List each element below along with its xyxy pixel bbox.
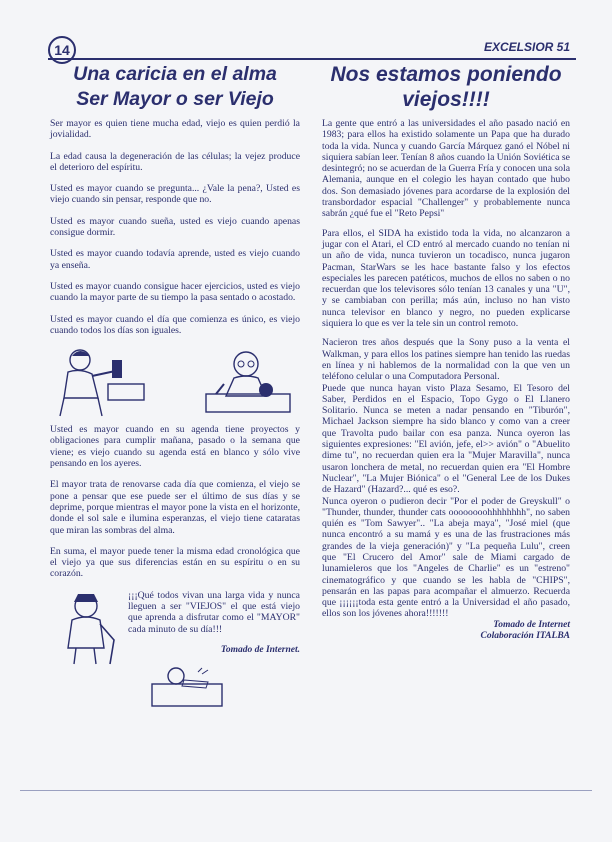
- right-paragraph: La gente que entró a las universidades el año pasado nació en 1983; para ellos ha existido solamente un Papa que ha durado toda la vida. Nunca y cuando García Márquez ganó el Nóbel ni siquiera sabían leer. Tenían 8 años cuando la Unión Soviética se desintegró; no se acuerdan de la Guerra Fría y conocen una sola Alemania, aunque en el colegio les hayan contado que hubo dos. Son demasiado jóvenes para acordarse de la explosión del transbordador espacial "Challenger" y probablemente nunca sabrán ¿qué fue el "Reto Pepsi": [322, 118, 570, 220]
- left-paragraph: ¡¡¡Qué todos vivan una larga vida y nunca lleguen a ser "VIEJOS" el que está viejo que aprenda a disfrutar como el "MAYOR" cada minuto de su día!!!: [128, 589, 300, 635]
- old-man-illustration: [50, 590, 122, 666]
- left-paragraph: Usted es mayor cuando el día que comienza es único, es viejo cuando todos los días son iguales.: [50, 313, 300, 336]
- sleeping-man-illustration: [142, 662, 232, 708]
- page-number: 14: [48, 36, 76, 64]
- footer-rule: [20, 790, 592, 791]
- left-article: [50, 62, 300, 713]
- right-paragraph: Nacieron tres años después que la Sony puso a la venta el Walkman, y para ellos los patines siempre han tenido las ruedas en línea y ni hablemos de la normalidad con la que ven un teléfono celular o una Computadora Personal.: [322, 337, 570, 383]
- left-paragraph: La edad causa la degeneración de las células; la vejez produce el deterioro del espíritu.: [50, 150, 300, 173]
- left-paragraph: Usted es mayor cuando todavía aprende, usted es viejo cuando ya enseña.: [50, 248, 300, 271]
- right-paragraph: Puede que nunca hayan visto Plaza Sesamo, El Tesoro del Saber, Perdidos en el Espacio, Topo Gygo o El Llanero Solitario. Nunca se meten a nadar pensando en "Tiburón", Michael Jackson siempre ha sido blanco y como van a creer que Travolta pudo bailar con esa panza. Nunca oyeron las siguientes expresiones: "El avión, jefe, el>> avión" o "Abuelito dime tu", no recuerdan quien era la "Mujer Maravilla", nunca usaron lonchera de metal, no recuerdan quien era "El Hombre Nuclear", "La Mujer Biónica" o el "General Lee de los Dukes de Hazard" (Hazard?... qué es eso?.: [322, 382, 570, 496]
- closing-text: [128, 590, 300, 713]
- right-article: [322, 62, 570, 642]
- left-title-line2: Ser Mayor o ser Viejo: [76, 88, 274, 110]
- illustration-row: [50, 346, 300, 418]
- left-paragraph: Usted es mayor cuando sueña, usted es viejo cuando apenas consigue dormir.: [50, 215, 300, 239]
- left-paragraph: Usted es mayor cuando se pregunta... ¿Vale la pena?, Usted es viejo cuando sin pensar, responde que no.: [50, 183, 300, 206]
- header-rule: [48, 58, 576, 60]
- left-title-line1: Una caricia en el alma: [73, 63, 277, 85]
- left-paragraph: Ser mayor es quien tiene mucha edad, viejo es quien perdió la jovialidad.: [50, 118, 300, 141]
- right-paragraph: Para ellos, el SIDA ha existido toda la vida, no alcanzaron a jugar con el Atari, el CD entró al mercado cuando no tenían ni un año de vida, nunca tuvieron un tocadisco, nunca jugaron Pacman, StarWars se les hace bastante falso y los efectos especiales les parecen patéticos, muchos de ellos no saben o no recuerdan que los televisores sólo tenían 13 canales y una "U", y se cambiaban con perilla; más aún, incluso no han visto nunca televisor en blanco y negro, no pueden explicarse siquiera lo que es ver la tele sin un control remoto.: [322, 227, 570, 330]
- right-credit-source: Tomado de Internet: [493, 619, 570, 630]
- left-paragraph: Usted es mayor cuando en su agenda tiene proyectos y obligaciones para cumplir mañana, pasado o la semana que viene; es viejo cuando su agenda está en blanco y sólo vive pensando en los ayeres.: [50, 424, 300, 470]
- old-craftsman-illustration: [196, 346, 300, 418]
- right-title-line1: Nos estamos poniendo: [330, 63, 562, 86]
- right-credit-contributor: Colaboración ITALBA: [480, 630, 570, 641]
- magazine-name: EXCELSIOR 51: [483, 40, 570, 54]
- closing-row: [50, 590, 300, 713]
- woodworker-illustration: [50, 346, 160, 418]
- left-article-title: [50, 62, 300, 112]
- right-paragraph: Nunca oyeron o pudieron decir "Por el poder de Greyskull" o "Thunder, thunder, thunder cats oooooooohhhhhhhh", no saben quién es "Tom Sawyer".. "La abeja maya", "José miel (que nunca encontró a su mamá y es una de las frustraciones más grandes de la vieja generación)" y "La pequeña Lulu", creen que "El Crucero del Amor" sale de Miami cargado de lunamieleros que los "Angeles de Charlie" es un "estreno" cinematográfico y que cuando se les habla de "CHIPS", pensarán en las papas para acompañar el almuerzo. Recuerda que ¡¡¡¡¡¡toda esta gente entró a la Universidad el año pasado, ellos son los jóvenes ahora!!!!!!!: [322, 495, 570, 620]
- right-title-line2: viejos!!!!: [402, 88, 490, 111]
- right-article-title: [322, 62, 570, 112]
- left-paragraph: El mayor trata de renovarse cada día que comienza, el viejo se pone a pensar que ese puede ser el último de sus días y se deprime, porque mientras el mayor pone la vista en el horizonte, donde el sol sale e ilumina esperanzas, el viejo tiene cataratas que miran las sombras del alma.: [50, 479, 300, 536]
- left-credit: Tomado de Internet.: [220, 644, 300, 655]
- left-paragraph: En suma, el mayor puede tener la misma edad cronológica que el viejo ya que sus diferencias están en su espíritu o en su corazón.: [50, 545, 300, 580]
- left-paragraph: Usted es mayor cuando consigue hacer ejercicios, usted es viejo cuando la mayor parte de su tiempo la pasa sentado o acostado.: [50, 280, 300, 304]
